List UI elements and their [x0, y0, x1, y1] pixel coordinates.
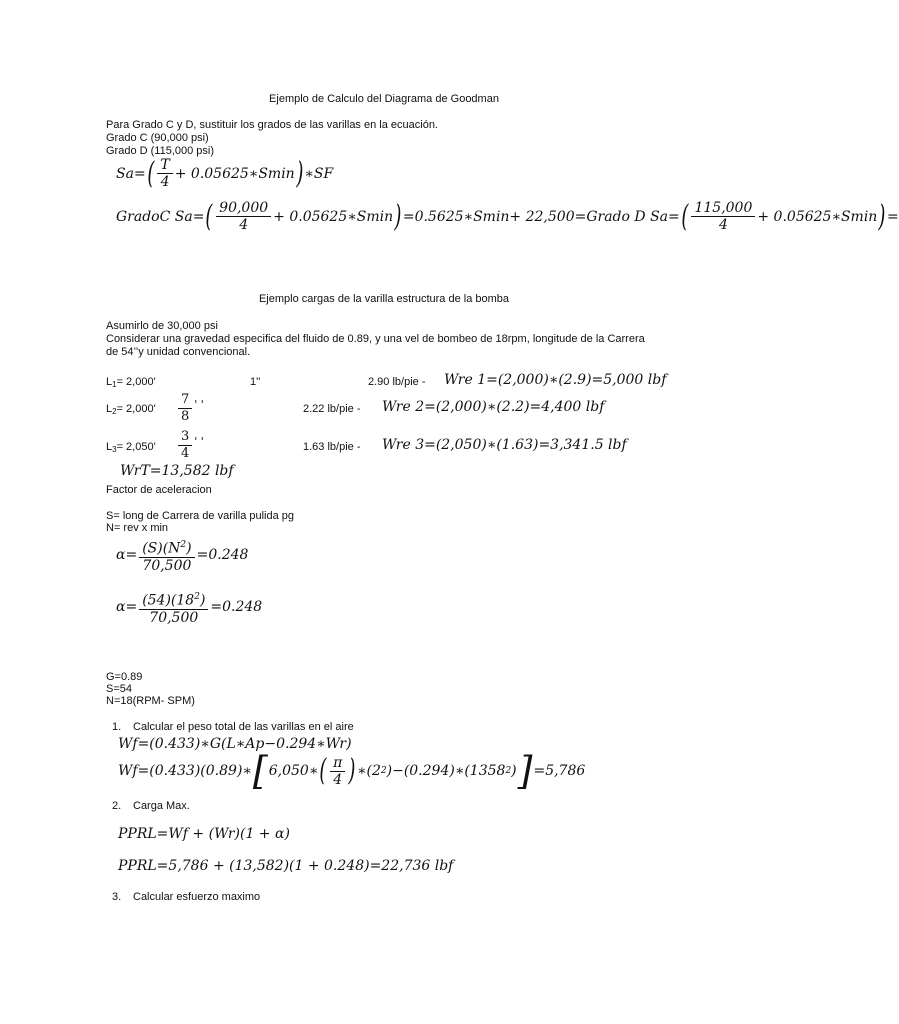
rod-length-1: $L_1= 2,000'$: [106, 376, 156, 389]
step-number-2: 2.: [112, 800, 122, 812]
pprl-equation-general: PPRL=Wf + (Wr)(1 + α): [118, 826, 290, 842]
step-number-1: 1.: [112, 721, 122, 733]
pprl-equation-numeric: PPRL=5,786 + (13,582)(1 + 0.248)=22,736 lbf: [118, 858, 454, 874]
section-title-rod-loads: Ejemplo cargas de la varilla estructura de la bomba: [258, 293, 510, 305]
wf-equation-numeric: Wf=(0.433)(0.89)∗ [ 6,050∗ ( $\frac{\pi}{4}$ ) ∗(2 2 )−(0.294)∗(1358 2 ) ] =5,786: [118, 749, 586, 793]
rpm-definition: N= rev x min: [106, 522, 169, 534]
rod-length-3: $L_3= 2,050'$: [106, 441, 156, 454]
rod-size-1: 1'': [250, 376, 261, 388]
assume-line: Asumirlo de 30,000 psi: [106, 320, 218, 332]
equation-grade-c-d: GradoC Sa= ( $\frac{90,000}{4}$ + 0.05625∗Smin ) =0.5625∗Smin+ 22,500=Grado D Sa= ( $\frac{115,000}{4}$ + 0.05625∗Smin ) =: [116, 198, 899, 234]
rod-equation-2: Wre 2=(2,000)∗(2.2)=4,400 lbf: [382, 399, 605, 415]
var-s: S=54: [106, 683, 132, 695]
consider-line: Considerar una gravedad especifica del fluido de 0.89, y una vel de bombeo de 18rpm, longitude de la Carrera: [106, 333, 645, 345]
instruction-line: Para Grado C y D, sustituir los grados de las varillas en la ecuación.: [106, 119, 438, 131]
equation-sa: Sa= ( $\frac{T}{4}$ + 0.05625∗Smin ) ∗SF: [116, 155, 334, 191]
total-rod-weight: WrT=13,582 lbf: [120, 463, 234, 479]
fraction-pi-over-4: $\frac{\pi}{4}$: [330, 755, 345, 788]
rod-weight-2: 2.22 lb/pie -: [303, 403, 361, 415]
fraction-90000-over-4: $\frac{90,000}{4}$: [216, 200, 271, 233]
rod-equation-1: Wre 1=(2,000)∗(2.9)=5,000 lbf: [444, 372, 667, 388]
consider-line-2: de 54’’y unidad convencional.: [106, 346, 251, 358]
wf-equation-general: Wf=(0.433)∗G(L∗Ap−0.294∗Wr): [118, 736, 352, 752]
rod-size-2: $\frac{7}{8}$ ' ': [176, 392, 204, 425]
rod-weight-3: 1.63 lb/pie -: [303, 441, 361, 453]
step-number-3: 3.: [112, 891, 122, 903]
stroke-definition: S= long de Carrera de varilla pulida pg: [106, 510, 295, 522]
step-text-1: Calcular el peso total de las varillas en el aire: [133, 721, 354, 733]
var-g: G=0.89: [106, 671, 143, 683]
rod-weight-1: 2.90 lb/pie -: [368, 376, 426, 388]
rod-length-2: $L_2= 2,000'$: [106, 403, 156, 416]
step-text-3: Calcular esfuerzo maximo: [133, 891, 261, 903]
fraction-115000-over-4: $\frac{115,000}{4}$: [691, 200, 755, 233]
fraction-alpha-2: $\frac{(54)(18^2)}{70,500}$: [139, 589, 208, 626]
grade-d-line: Grado D (115,000 psi): [106, 145, 215, 157]
grade-c-line: Grado C (90,000 psi): [106, 132, 209, 144]
accel-factor-title: Factor de aceleracion: [106, 484, 212, 496]
rod-equation-3: Wre 3=(2,050)∗(1.63)=3,341.5 lbf: [382, 437, 627, 453]
alpha-equation-2: α= $\frac{(54)(18^2)}{70,500}$ =0.248: [116, 589, 262, 626]
step-text-2: Carga Max.: [133, 800, 190, 812]
fraction-t-over-4: $\frac{T}{4}$: [157, 157, 172, 190]
var-n: N=18(RPM- SPM): [106, 695, 195, 707]
fraction-alpha-1: $\frac{(S)(N^2)}{70,500}$: [139, 537, 194, 574]
section-title-goodman: Ejemplo de Calculo del Diagrama de Goodman: [269, 93, 499, 105]
alpha-equation-1: α= $\frac{(S)(N^2)}{70,500}$ =0.248: [116, 537, 248, 574]
rod-size-3: $\frac{3}{4}$ ' ': [176, 429, 204, 462]
